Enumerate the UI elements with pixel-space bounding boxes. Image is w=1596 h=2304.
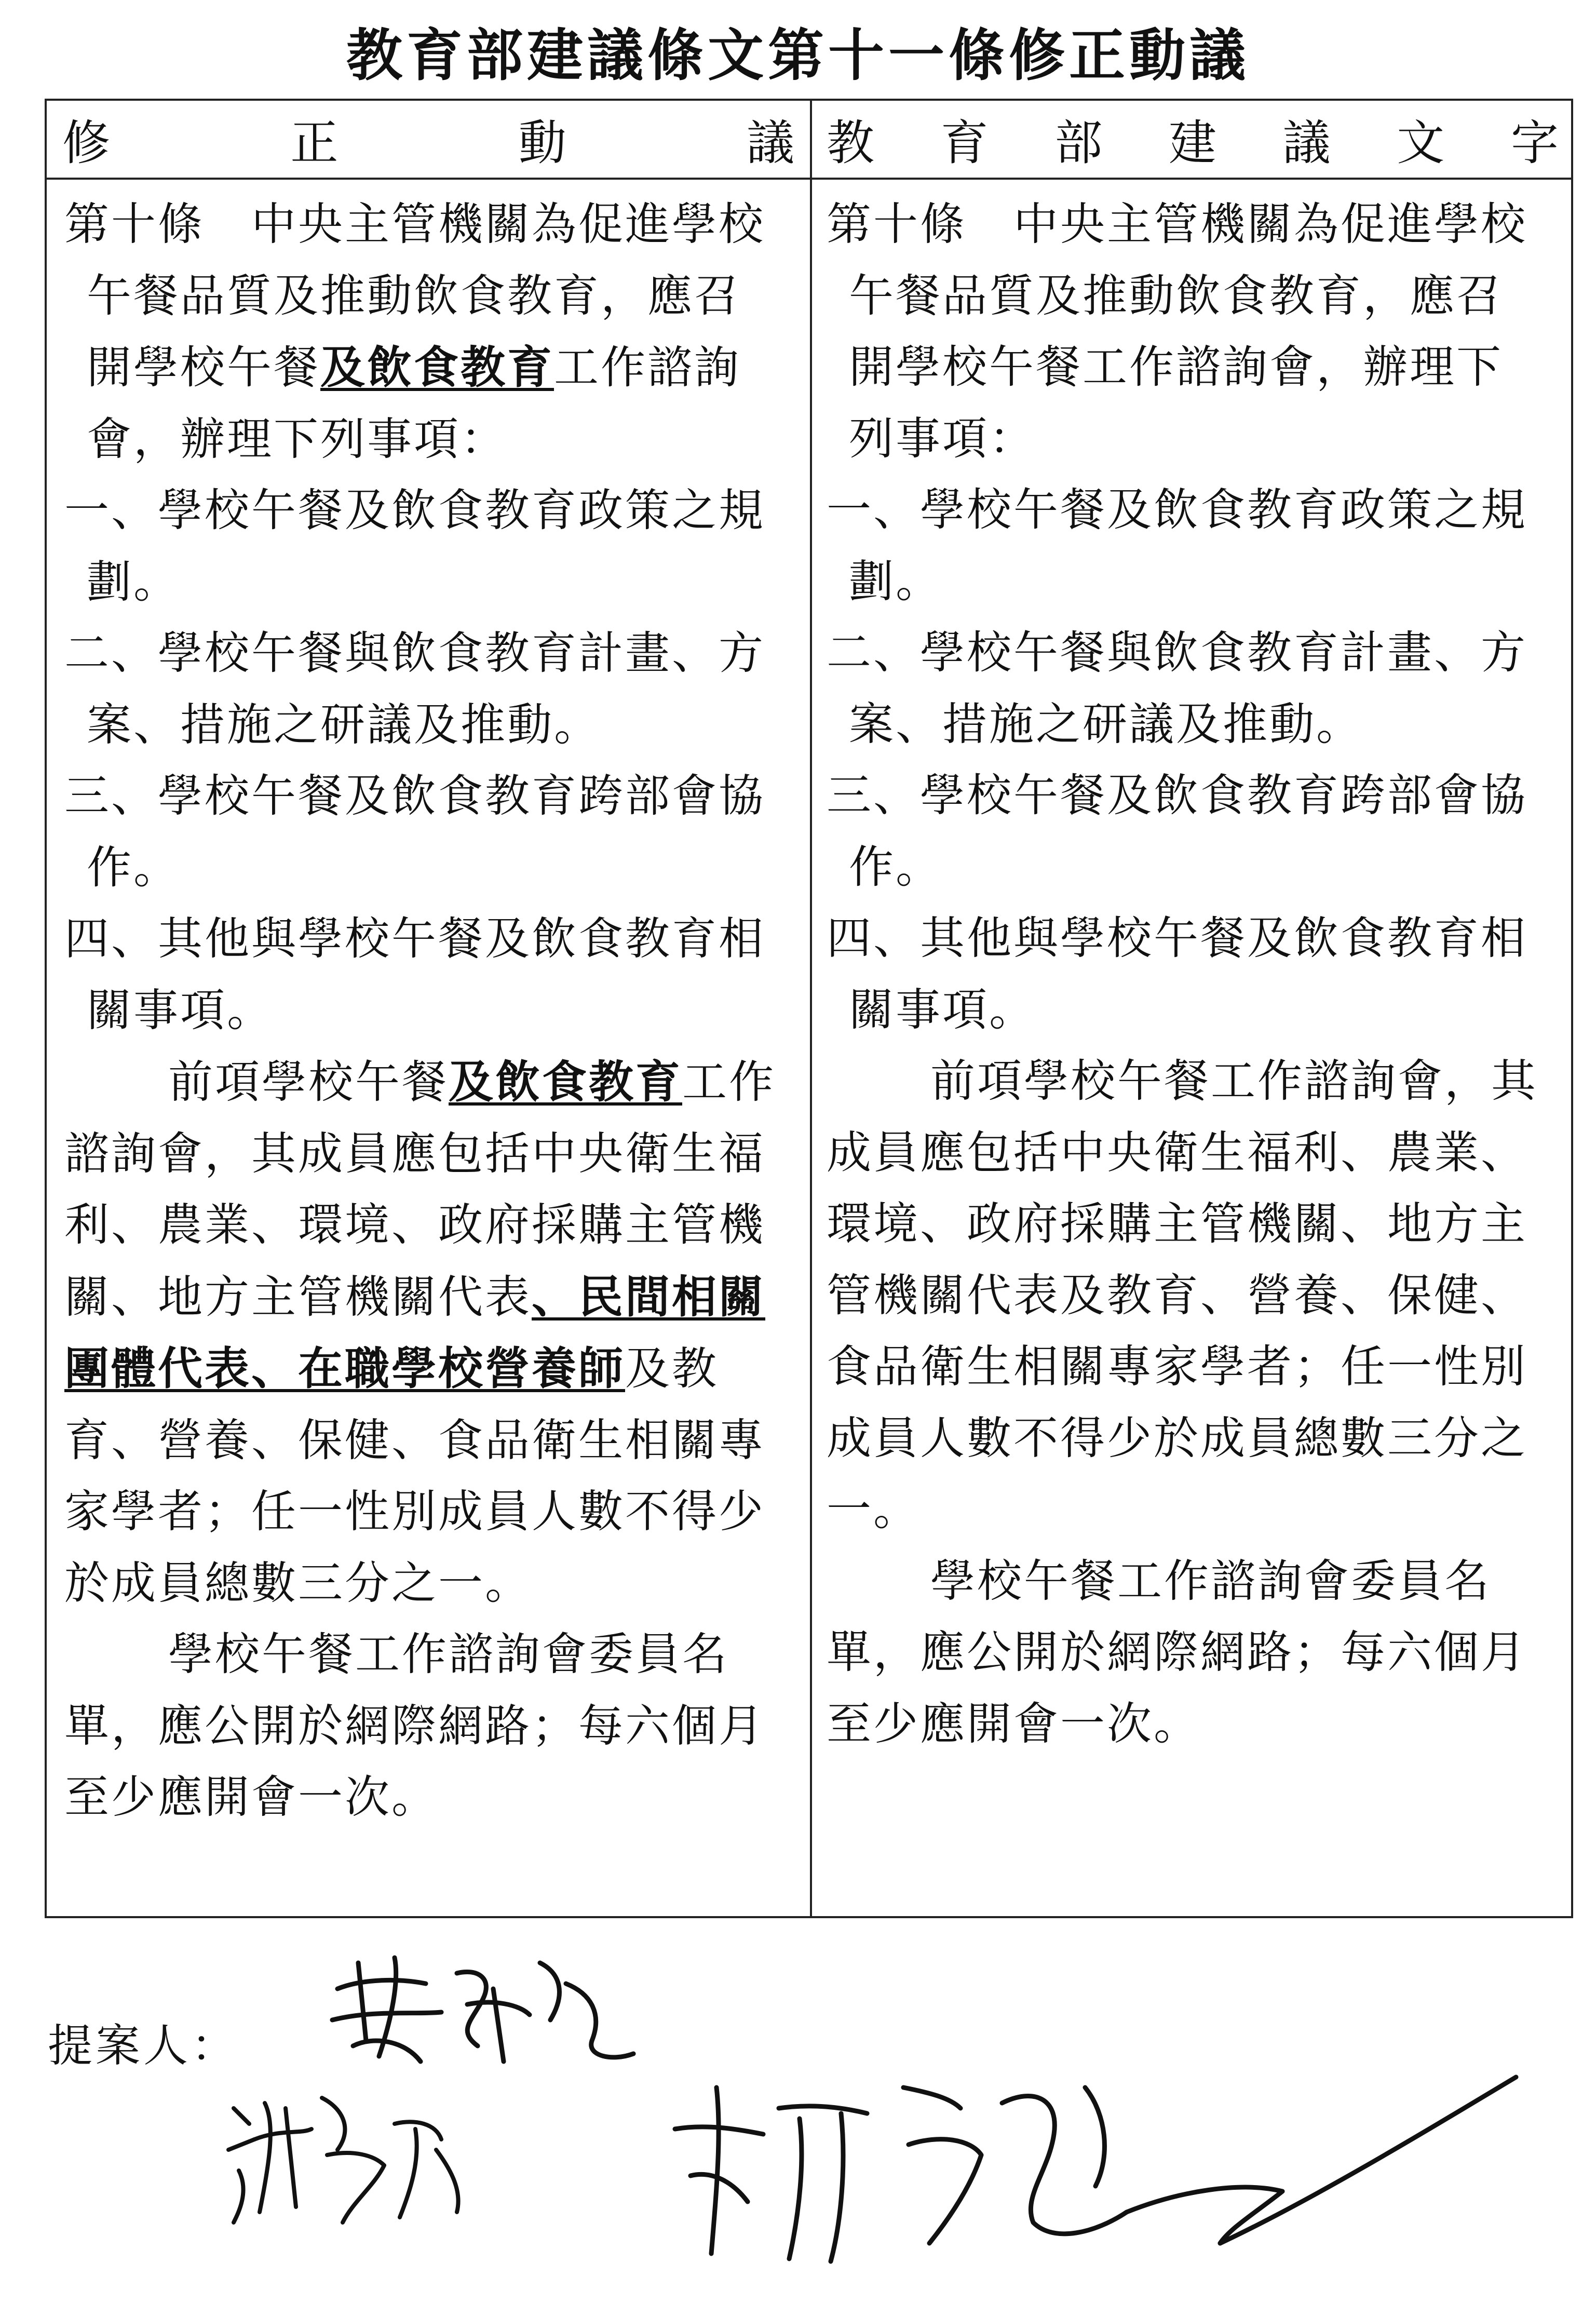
header-divider (47, 178, 1571, 180)
signature-3 (659, 2056, 1532, 2264)
article-intro (64, 189, 781, 475)
list-item-2: 二、學校午餐與飲食教育計畫、方案、措施之研議及推動。 (827, 627, 1527, 750)
header-char: 修 (62, 115, 111, 171)
header-char: 議 (746, 115, 794, 171)
signature-2 (218, 2077, 509, 2233)
header-char: 文 (1397, 115, 1445, 171)
header-ministry-text (827, 101, 1559, 178)
list-item-1: 一、學校午餐及飲食教育政策之規劃。 (64, 484, 765, 608)
column-divider (810, 101, 812, 1916)
underlined-addition: 、民間相關團體代表、在職學校營養師 (64, 1270, 765, 1395)
text-run: 前項學校午餐 (168, 1056, 449, 1108)
header-amendment (62, 101, 794, 178)
proposer-label: 提案人： (48, 2020, 239, 2072)
text-run: 工作諮詢會，辦理下列事項： (87, 342, 741, 465)
text-run: 及教育、營養、保健、食品衛生相關專家學者；任一性別成員人數不得少於成員總數三分之一。 (64, 1343, 765, 1609)
header-char: 教 (827, 115, 875, 171)
list-item-4: 四、其他與學校午餐及飲食教育相關事項。 (827, 912, 1527, 1036)
comparison-table (45, 99, 1573, 1918)
header-char: 議 (1282, 115, 1331, 171)
header-char: 動 (518, 115, 566, 171)
document-title: 教育部建議條文第十一條修正動議 (346, 23, 1250, 88)
amendment-column (64, 189, 781, 1834)
list-item-2: 二、學校午餐與飲食教育計畫、方案、措施之研議及推動。 (64, 627, 765, 751)
header-char: 字 (1510, 115, 1559, 171)
paragraph-members: 前項學校午餐工作諮詢會，其成員應包括中央衛生福利、農業、環境、政府採購主管機關、地方主管機關代表及教育、營養、保健、食品衛生相關專家學者；任一性別成員人數不得少於成員總數三分之一。 (827, 1055, 1538, 1535)
header-char: 部 (1054, 115, 1103, 171)
ministry-column (827, 189, 1543, 1760)
paragraph-publication: 學校午餐工作諮詢會委員名單，應公開於網際網路；每六個月至少應開會一次。 (827, 1555, 1527, 1750)
text-run: 第十條 中央主管機關為促進學校午餐品質及推動飲食教育，應召開學校午餐 (64, 198, 765, 394)
list-item-4: 四、其他與學校午餐及飲食教育相關事項。 (64, 913, 765, 1036)
paragraph-members (64, 1046, 781, 1619)
text-run: 工作諮詢會，其成員應包括中央衛生福利、農業、環境、政府採購主管機關、地方主管機關代表 (64, 1056, 776, 1323)
header-char: 育 (940, 115, 989, 171)
list-item-3: 三、學校午餐及飲食教育跨部會協作。 (827, 770, 1527, 893)
list-item-1: 一、學校午餐及飲食教育政策之規劃。 (827, 484, 1527, 608)
article-intro: 第十條 中央主管機關為促進學校午餐品質及推動飲食教育，應召開學校午餐工作諮詢會，辦理下列事項： (827, 198, 1527, 465)
signature-1 (322, 1942, 644, 2077)
underlined-addition: 及飲食教育 (320, 341, 554, 394)
underlined-addition: 及飲食教育 (449, 1056, 682, 1108)
list-item-3: 三、學校午餐及飲食教育跨部會協作。 (64, 770, 765, 894)
paragraph-publication: 學校午餐工作諮詢會委員名單，應公開於網際網路；每六個月至少應開會一次。 (64, 1628, 765, 1823)
header-char: 正 (290, 115, 339, 171)
header-char: 建 (1168, 115, 1216, 171)
